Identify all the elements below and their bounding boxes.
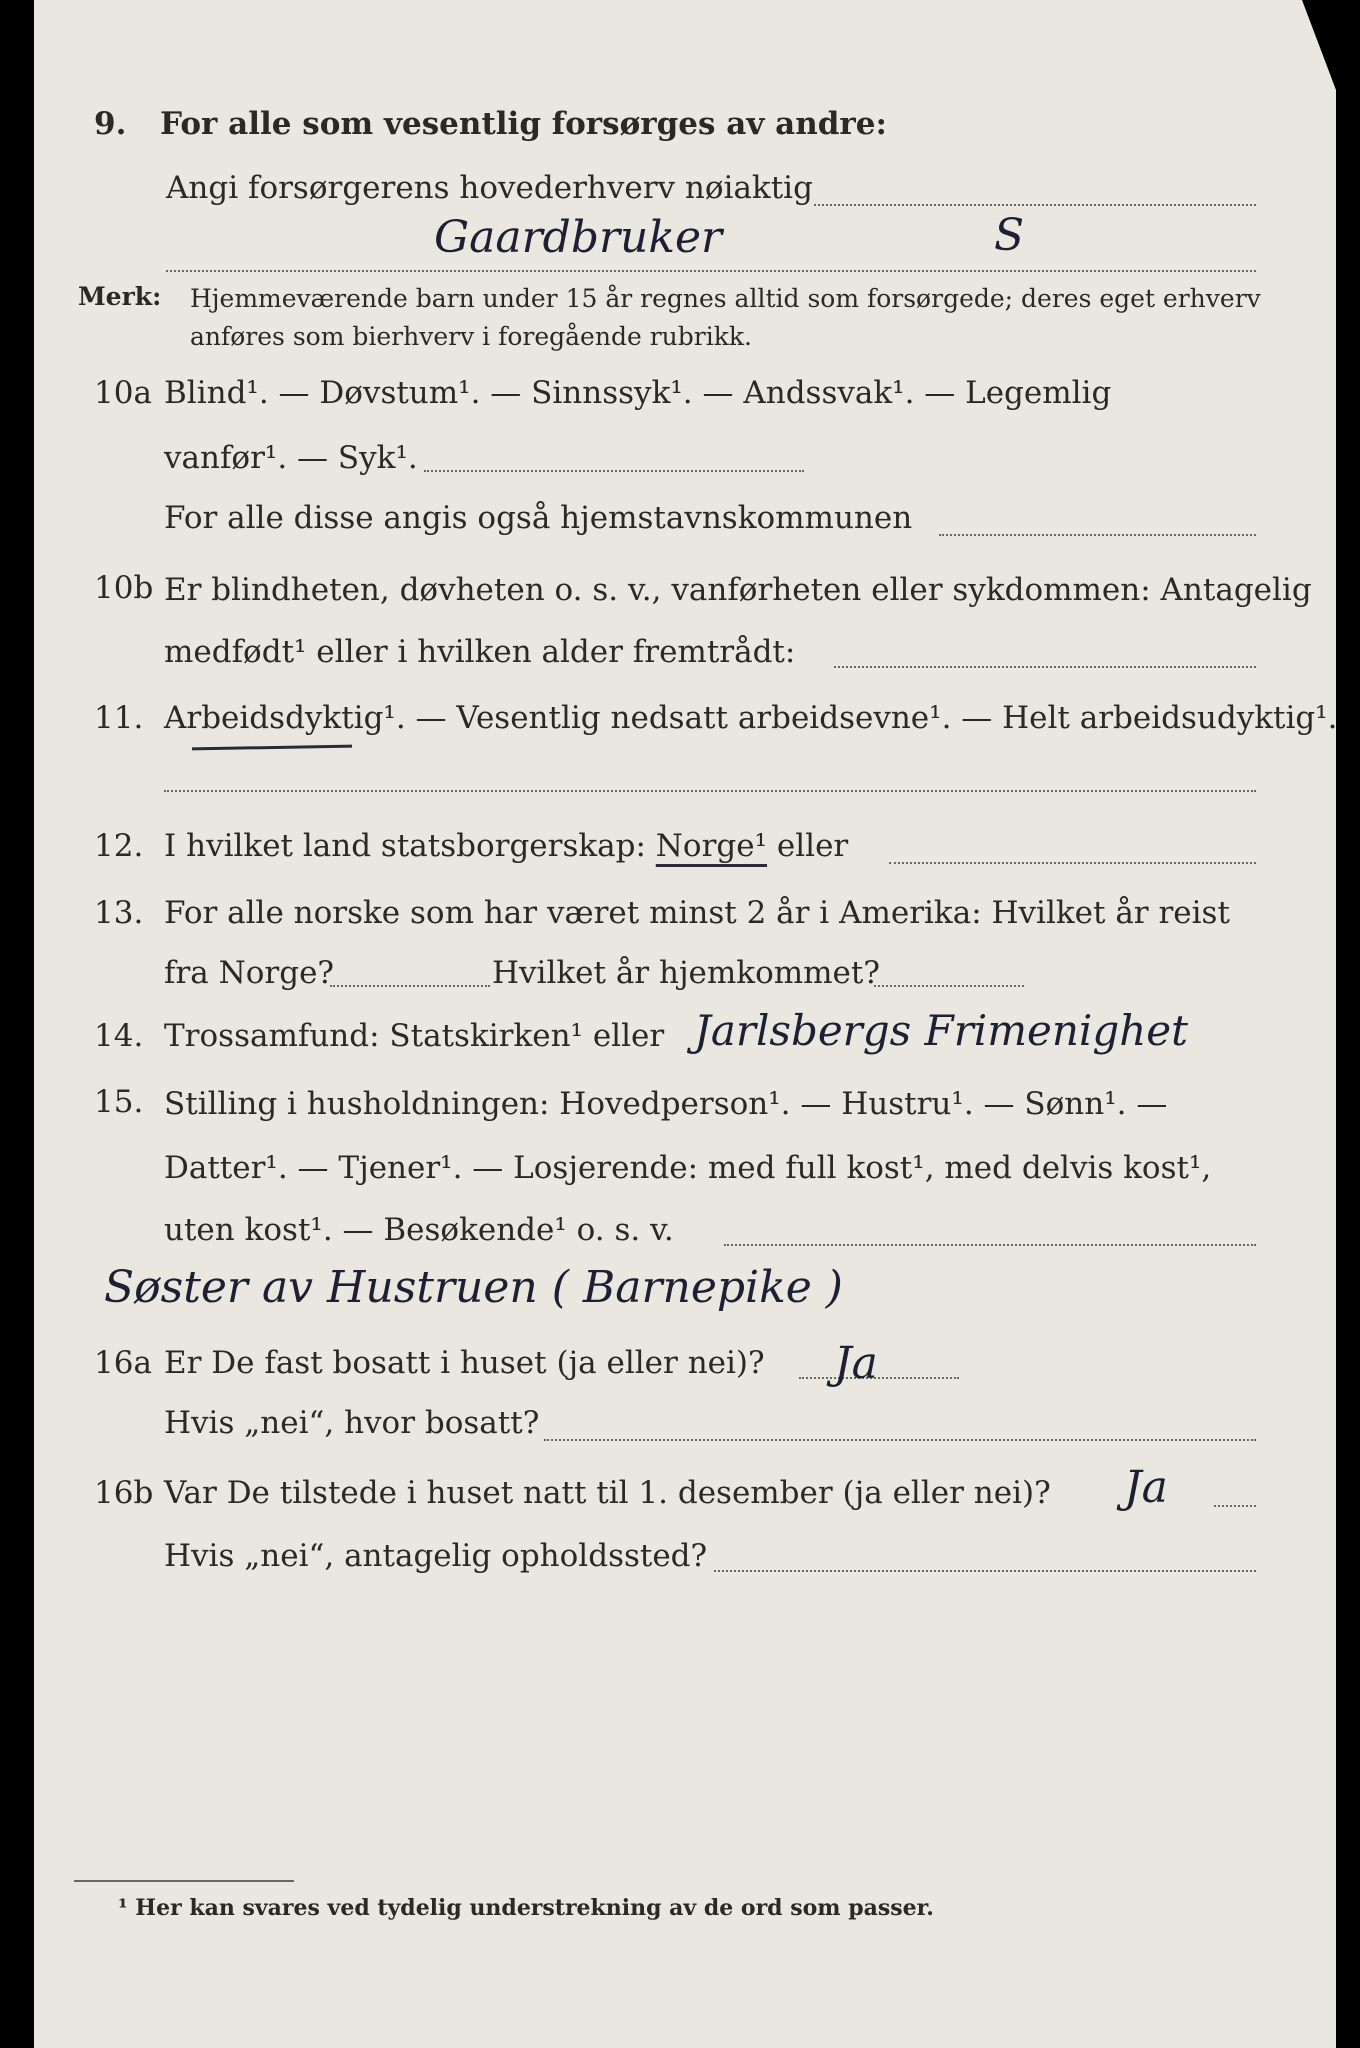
footnote-rule xyxy=(74,1880,294,1882)
q9-answer-mark: S xyxy=(994,210,1025,261)
q16b-answer-line xyxy=(1214,1505,1256,1507)
q15-number: 15. xyxy=(94,1084,144,1120)
q16b-location-line xyxy=(714,1570,1256,1572)
q15-line-1: Stilling i husholdningen: Hovedperson¹. — Hustru¹. — Sønn¹. — xyxy=(164,1086,1168,1122)
q13-line-2a: fra Norge? xyxy=(164,955,335,991)
q16b-line-1: Var De tilstede i huset natt til 1. desember (ja eller nei)? xyxy=(164,1475,1051,1511)
folded-corner xyxy=(1302,0,1336,90)
q15-answer-line xyxy=(724,1244,1256,1246)
q10b-number: 10b xyxy=(94,570,154,606)
q16a-number: 16a xyxy=(94,1345,152,1381)
q14-number: 14. xyxy=(94,1018,144,1054)
q9-number: 9. xyxy=(94,106,127,142)
q15-line-3: uten kost¹. — Besøkende¹ o. s. v. xyxy=(164,1212,674,1248)
q16a-answer-line xyxy=(799,1377,959,1379)
q15-answer-position: Søster av Hustruen ( Barnepike ) xyxy=(104,1262,843,1313)
q10a-number: 10a xyxy=(94,375,152,411)
q16b-answer: Ja xyxy=(1124,1462,1168,1513)
q11-number: 11. xyxy=(94,700,144,736)
q16a-residence-line xyxy=(544,1439,1256,1441)
merk-label: Merk: xyxy=(78,282,162,311)
q9-answer-line xyxy=(814,204,1256,206)
q16a-line-2: Hvis „nei“, hvor bosatt? xyxy=(164,1405,540,1441)
q12-after: eller xyxy=(776,828,849,864)
q13-number: 13. xyxy=(94,895,144,931)
q12-text xyxy=(164,828,848,864)
q10a-line-1: Blind¹. — Døvstum¹. — Sinnssyk¹. — Andssvak¹. — Legemlig xyxy=(164,375,1112,411)
q12-prompt: I hvilket land statsborgerskap: xyxy=(164,828,646,864)
q12-underlined-answer: Norge¹ xyxy=(655,828,768,864)
q10a-line-3: For alle disse angis også hjemstavnskommunen xyxy=(164,500,913,536)
q16b-number: 16b xyxy=(94,1475,154,1511)
q13-return-line xyxy=(874,985,1024,987)
q9-answer-occupation: Gaardbruker xyxy=(434,212,723,263)
q13-line-1: For alle norske som har været minst 2 år i Amerika: Hvilket år reist xyxy=(164,895,1230,931)
merk-line-2: anføres som bierhverv i foregående rubrikk. xyxy=(190,322,752,351)
q15-line-2: Datter¹. — Tjener¹. — Losjerende: med full kost¹, med delvis kost¹, xyxy=(164,1150,1212,1186)
q16b-line-2: Hvis „nei“, antagelig opholdssted? xyxy=(164,1538,708,1574)
q12-number: 12. xyxy=(94,828,144,864)
q9-heading: For alle som vesentlig forsørges av andre: xyxy=(160,106,887,142)
q10b-line-2: medfødt¹ eller i hvilken alder fremtrådt: xyxy=(164,634,796,670)
q14-answer-congregation: Jarlsbergs Frimenighet xyxy=(694,1006,1189,1055)
footnote: ¹ Her kan svares ved tydelig understrekning av de ord som passer. xyxy=(118,1895,934,1921)
q9-answer-line-2 xyxy=(166,270,1256,272)
q11-text: Arbeidsdyktig¹. — Vesentlig nedsatt arbeidsevne¹. — Helt arbeidsudyktig¹. xyxy=(164,700,1338,736)
q9-prompt: Angi forsørgerens hovederhverv nøiaktig xyxy=(166,170,813,206)
q13-departure-line xyxy=(330,985,490,987)
census-form-page xyxy=(34,0,1336,2048)
q11-answer-line xyxy=(164,790,1256,792)
q13-line-2b: Hvilket år hjemkommet? xyxy=(492,955,880,991)
q14-text: Trossamfund: Statskirken¹ eller xyxy=(164,1018,665,1054)
q10a-home-line xyxy=(939,534,1256,536)
q16a-answer: Ja xyxy=(834,1338,878,1389)
q12-answer-line xyxy=(889,862,1256,864)
q16a-line-1: Er De fast bosatt i huset (ja eller nei)? xyxy=(164,1345,765,1381)
q11-underline-mark xyxy=(192,745,352,751)
q10b-answer-line xyxy=(834,666,1256,668)
merk-line-1: Hjemmeværende barn under 15 år regnes alltid som forsørgede; deres eget erhverv xyxy=(190,284,1261,313)
q10a-answer-line xyxy=(424,470,804,472)
q10b-line-1: Er blindheten, døvheten o. s. v., vanførheten eller sykdommen: Antagelig xyxy=(164,572,1312,608)
q10a-line-2: vanfør¹. — Syk¹. xyxy=(164,440,418,476)
